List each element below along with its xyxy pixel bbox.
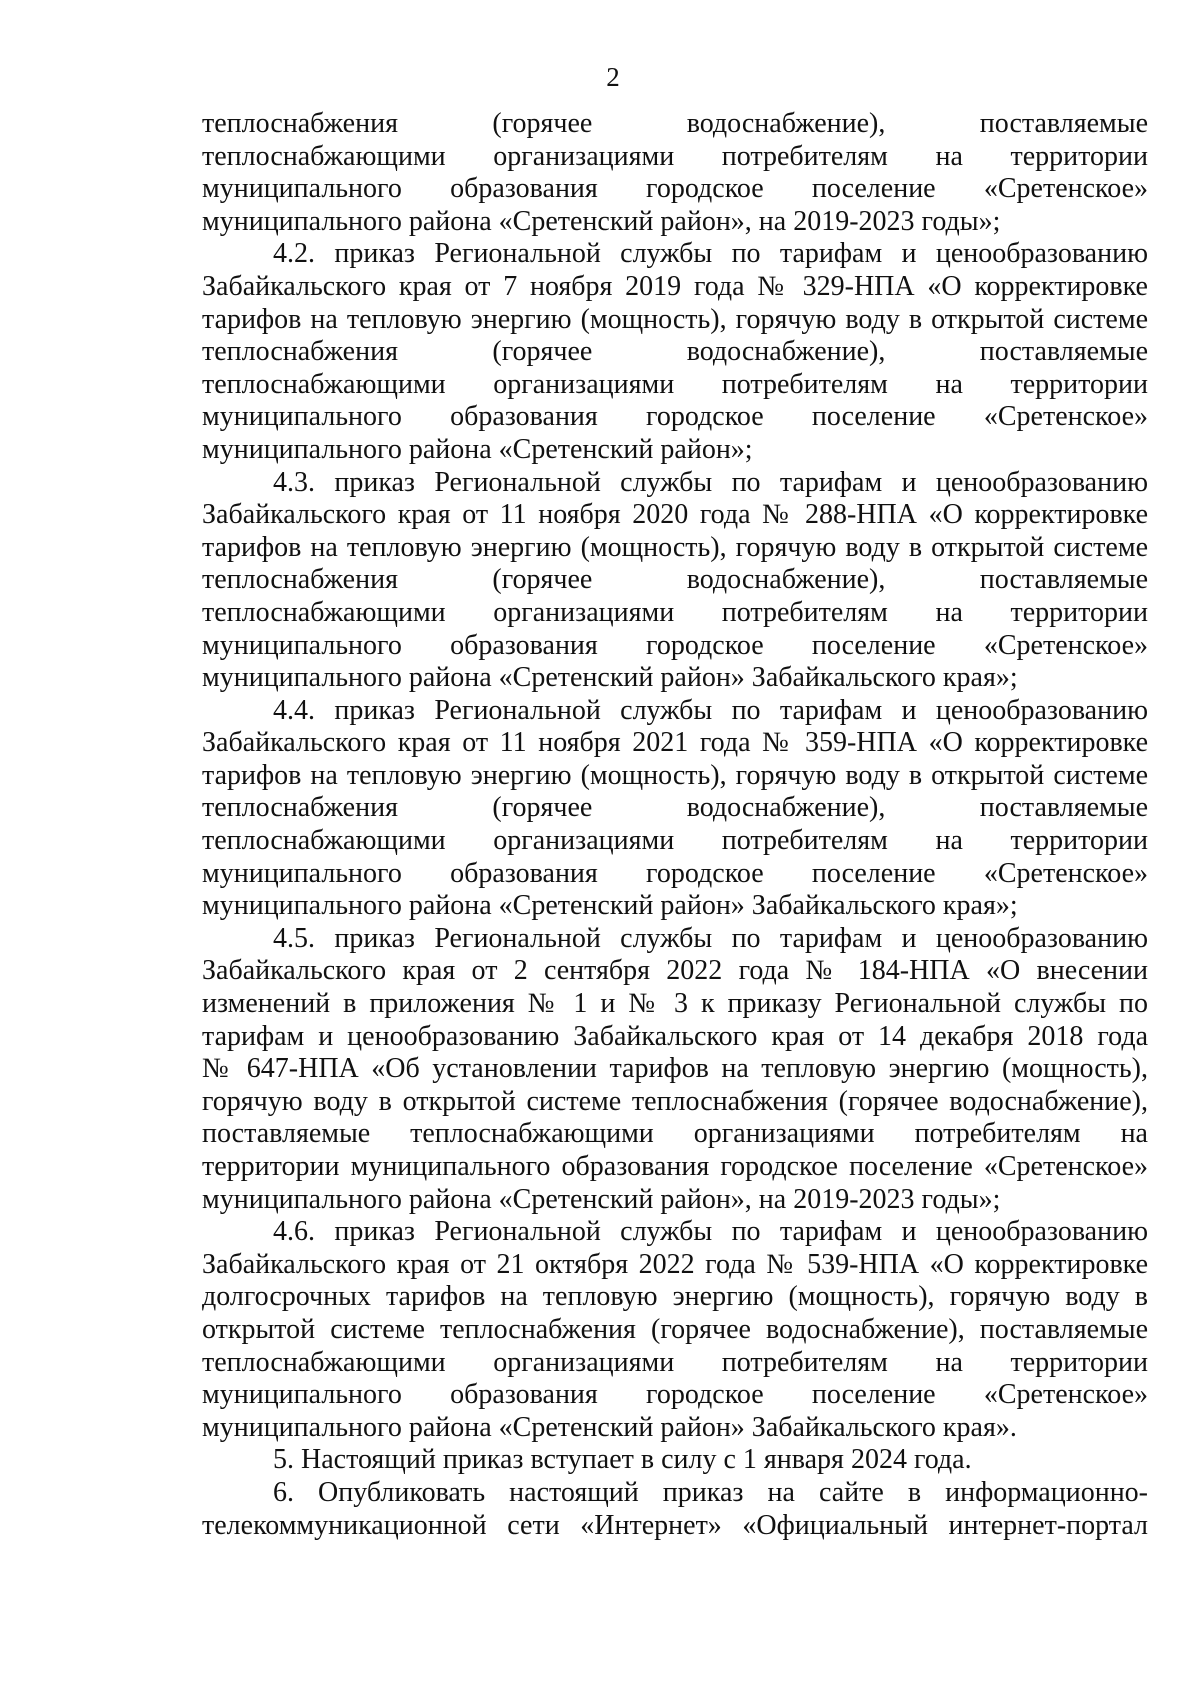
text-line: Забайкальского края от 21 октября 2022 года № 539-НПА «О корректировке bbox=[202, 1248, 1148, 1280]
text-line: муниципального образования городское поселение «Сретенское» bbox=[202, 173, 1148, 205]
text-line: теплоснабжающими организациями потребителям на территории bbox=[202, 368, 1148, 400]
text-line: Забайкальского края от 11 ноября 2020 года № 288-НПА «О корректировке bbox=[202, 499, 1148, 531]
text-line: Забайкальского края от 2 сентября 2022 года № 184-НПА «О внесении bbox=[202, 955, 1148, 987]
text-line: теплоснабжающими организациями потребителям на территории bbox=[202, 596, 1148, 628]
paragraph-4-6-start: 4.6. приказ Региональной службы по тарифам и ценообразованию bbox=[273, 1216, 1148, 1248]
text-line: муниципального образования городское поселение «Сретенское» bbox=[202, 857, 1148, 889]
text-line: тарифов на тепловую энергию (мощность), горячую воду в открытой системе bbox=[202, 531, 1148, 563]
text-line: № 647-НПА «Об установлении тарифов на тепловую энергию (мощность), bbox=[202, 1053, 1148, 1085]
text-line: тарифов на тепловую энергию (мощность), горячую воду в открытой системе bbox=[202, 303, 1148, 335]
text-line: Забайкальского края от 7 ноября 2019 года № 329-НПА «О корректировке bbox=[202, 270, 1148, 302]
text-line: теплоснабжающими организациями потребителям на территории bbox=[202, 140, 1148, 172]
text-line: муниципального района «Сретенский район», на 2019-2023 годы»; bbox=[202, 205, 1001, 237]
paragraph-4-2-start: 4.2. приказ Региональной службы по тарифам и ценообразованию bbox=[273, 238, 1148, 270]
text-line: муниципального района «Сретенский район» Забайкальского края». bbox=[202, 1411, 1017, 1443]
paragraph-6-start: 6. Опубликовать настоящий приказ на сайте в информационно- bbox=[273, 1476, 1148, 1508]
text-line: муниципального района «Сретенский район» Забайкальского края»; bbox=[202, 890, 1018, 922]
document-body bbox=[202, 108, 1148, 1542]
text-line: теплоснабжения (горячее водоснабжение), поставляемые bbox=[202, 564, 1148, 596]
page-number: 2 bbox=[606, 62, 620, 92]
text-line: теплоснабжения (горячее водоснабжение), поставляемые bbox=[202, 108, 1148, 139]
text-line: территории муниципального образования городское поселение «Сретенское» bbox=[202, 1151, 1148, 1182]
paragraph-5: 5. Настоящий приказ вступает в силу с 1 января 2024 года. bbox=[273, 1444, 972, 1476]
text-line: теплоснабжающими организациями потребителям на территории bbox=[202, 1346, 1148, 1378]
text-line: муниципального района «Сретенский район» Забайкальского края»; bbox=[202, 662, 1018, 694]
text-line: теплоснабжения (горячее водоснабжение), поставляемые bbox=[202, 336, 1148, 368]
paragraph-4-5-start: 4.5. приказ Региональной службы по тарифам и ценообразованию bbox=[273, 922, 1148, 954]
text-line: тарифов на тепловую энергию (мощность), горячую воду в открытой системе bbox=[202, 759, 1148, 791]
text-line: муниципального образования городское поселение «Сретенское» bbox=[202, 1379, 1148, 1411]
text-line: долгосрочных тарифов на тепловую энергию (мощность), горячую воду в bbox=[202, 1281, 1148, 1313]
text-line: Забайкальского края от 11 ноября 2021 года № 359-НПА «О корректировке bbox=[202, 727, 1148, 759]
text-line: муниципального образования городское поселение «Сретенское» bbox=[202, 629, 1148, 661]
text-line: муниципального образования городское поселение «Сретенское» bbox=[202, 401, 1148, 433]
paragraph-4-3-start: 4.3. приказ Региональной службы по тарифам и ценообразованию bbox=[273, 466, 1148, 498]
paragraph-4-4-start: 4.4. приказ Региональной службы по тарифам и ценообразованию bbox=[273, 694, 1148, 726]
text-line: открытой системе теплоснабжения (горячее водоснабжение), поставляемые bbox=[202, 1313, 1148, 1345]
text-line: телекоммуникационной сети «Интернет» «Официальный интернет-портал bbox=[202, 1509, 1148, 1541]
text-line: теплоснабжающими организациями потребителям на территории bbox=[202, 825, 1148, 857]
text-line: горячую воду в открытой системе теплоснабжения (горячее водоснабжение), bbox=[202, 1085, 1148, 1117]
text-line: тарифам и ценообразованию Забайкальского края от 14 декабря 2018 года bbox=[202, 1020, 1148, 1052]
text-line: поставляемые теплоснабжающими организациями потребителям на bbox=[202, 1118, 1148, 1150]
text-line: изменений в приложения № 1 и № 3 к приказу Региональной службы по bbox=[202, 988, 1148, 1020]
text-line: муниципального района «Сретенский район»; bbox=[202, 433, 753, 465]
text-line: теплоснабжения (горячее водоснабжение), поставляемые bbox=[202, 792, 1148, 824]
text-line: муниципального района «Сретенский район», на 2019-2023 годы»; bbox=[202, 1183, 1001, 1215]
